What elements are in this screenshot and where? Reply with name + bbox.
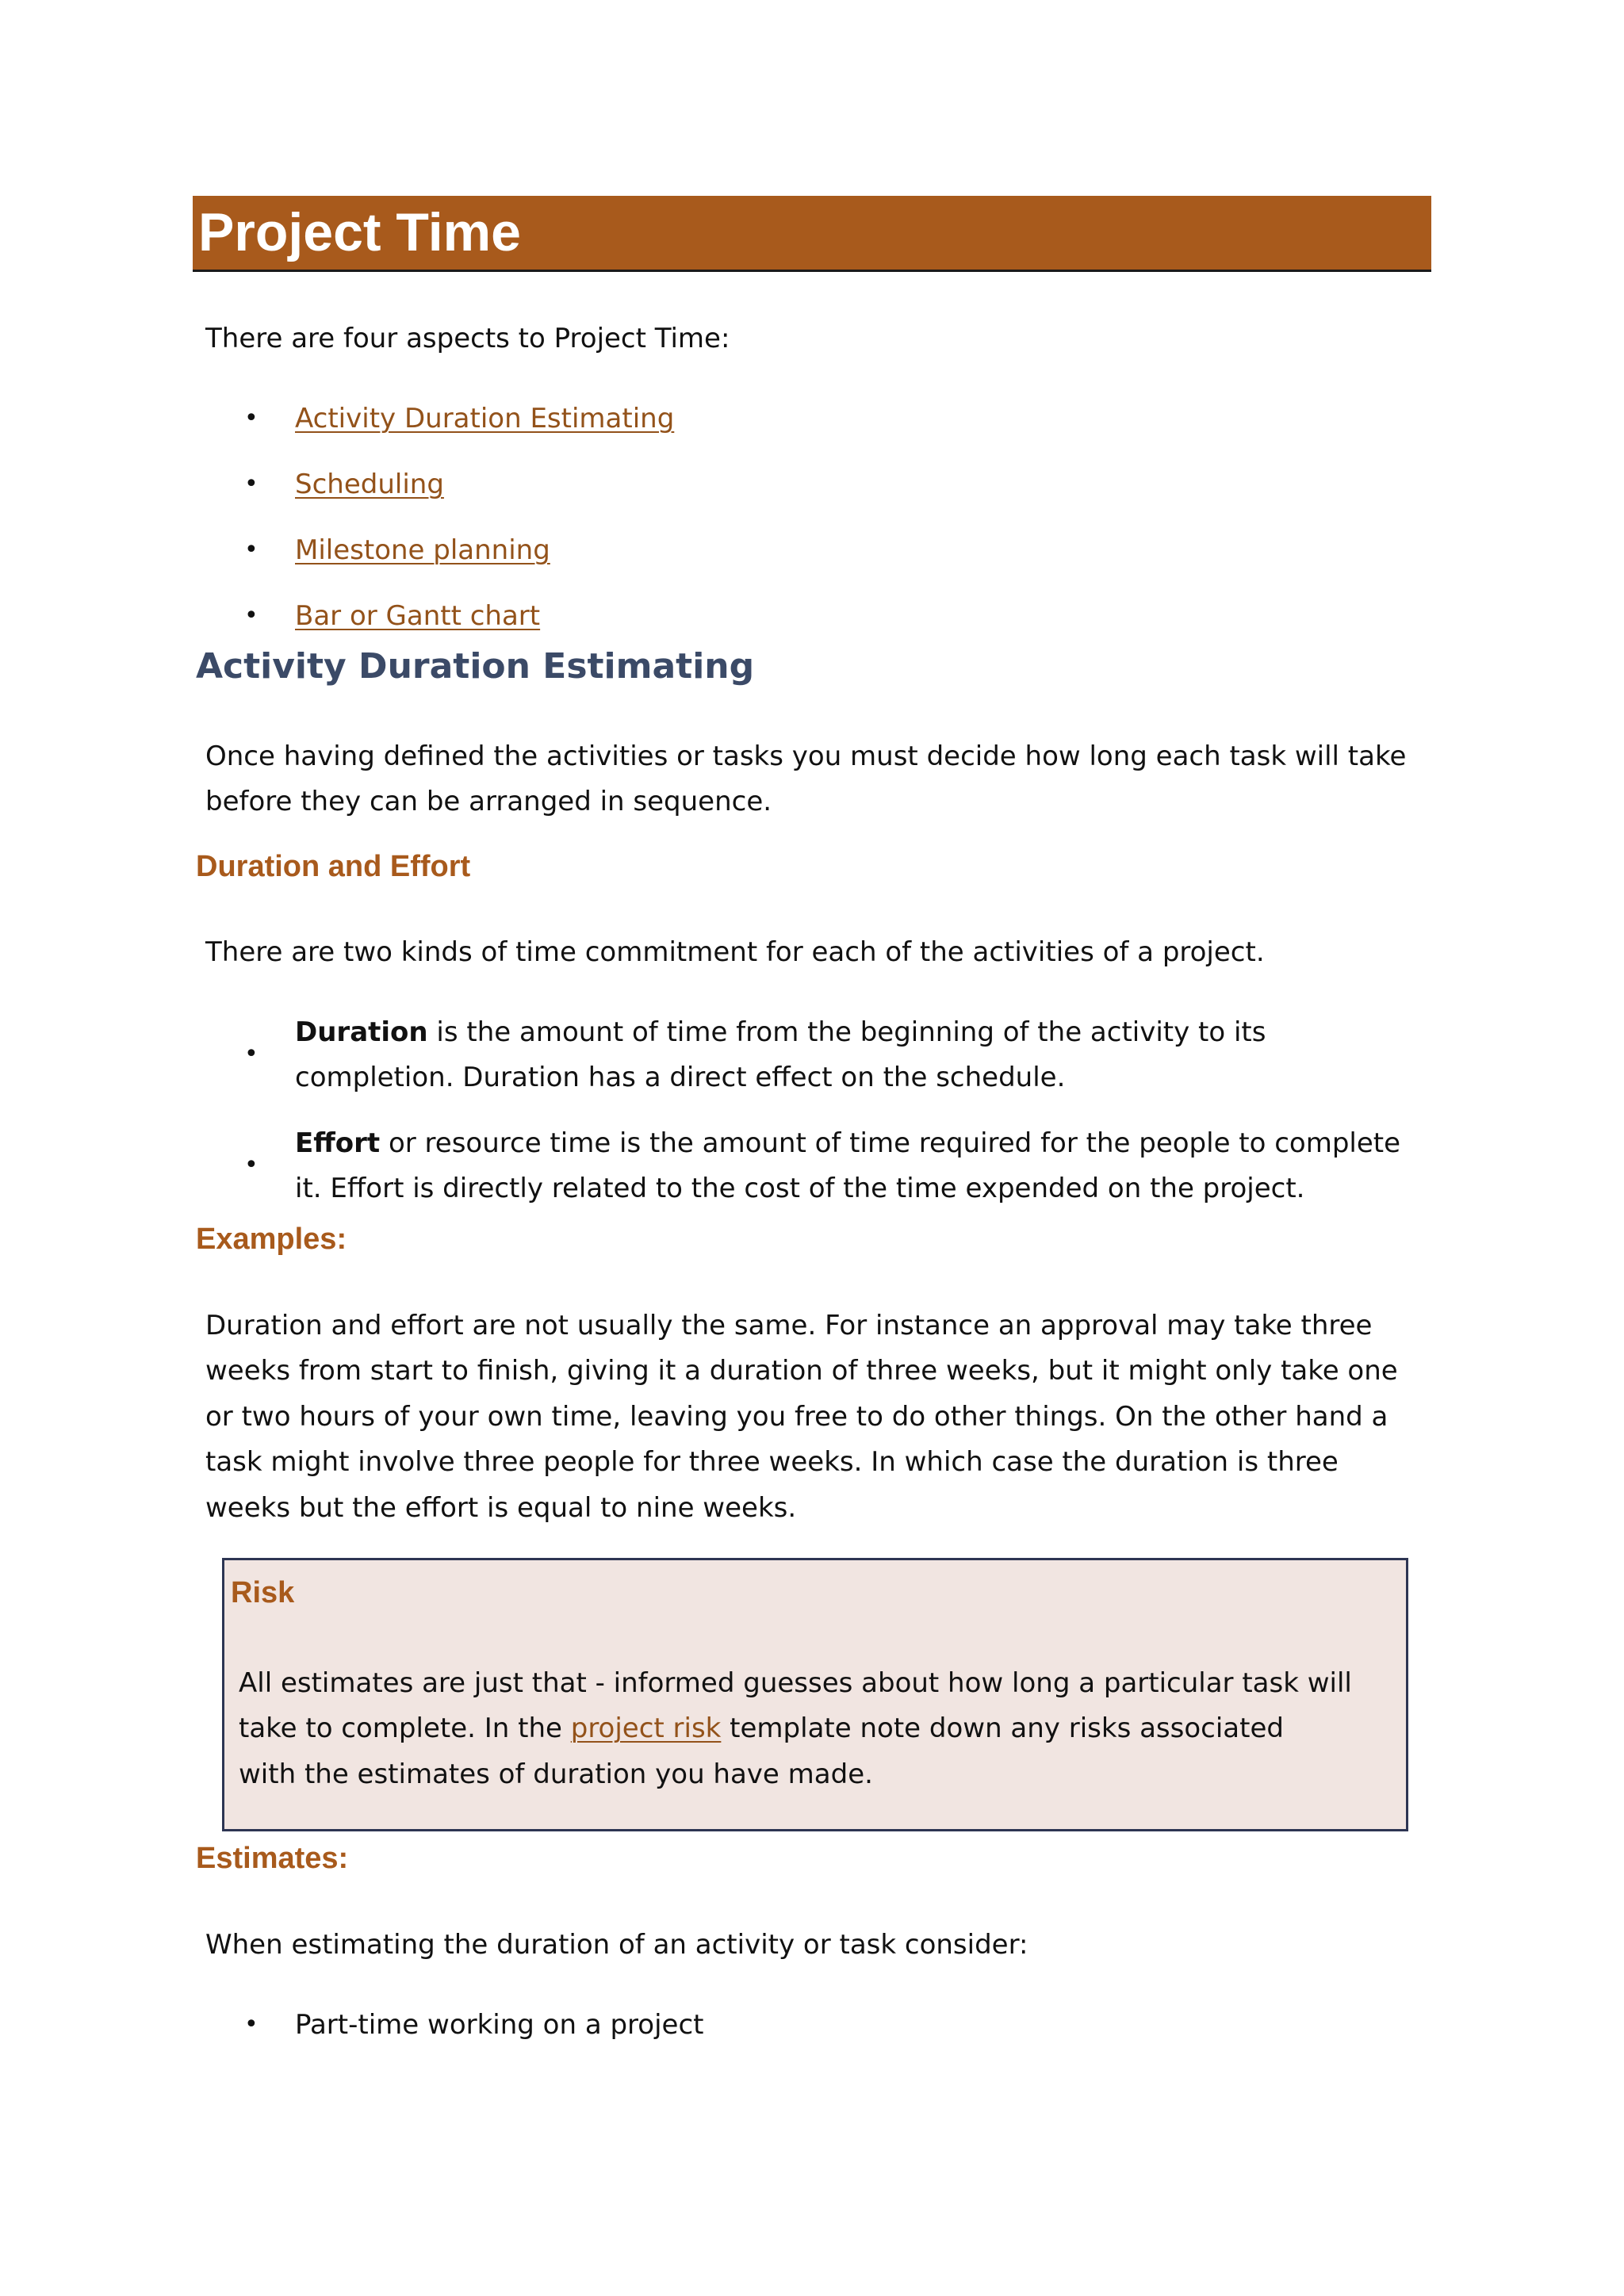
subheading-duration-and-effort: Duration and Effort (196, 850, 471, 883)
effort-definition-text: or resource time is the amount of time required for the people to complete (380, 1127, 1401, 1159)
intro-text: There are four aspects to Project Time: (205, 323, 730, 354)
examples-paragraph-line: or two hours of your own time, leaving you free to do other things. On the other hand a (205, 1401, 1388, 1433)
estimates-intro: When estimating the duration of an activity or task consider: (205, 1929, 1028, 1961)
examples-paragraph-line: weeks but the effort is equal to nine weeks. (205, 1492, 797, 1524)
risk-text-segment: template note down any risks associated (721, 1712, 1284, 1744)
duration-definition-line: completion. Duration has a direct effect on the schedule. (295, 1062, 1066, 1093)
risk-text-line: All estimates are just that - informed guesses about how long a particular task will (239, 1667, 1352, 1699)
risk-text-segment: take to complete. In the (239, 1712, 571, 1744)
subheading-examples: Examples: (196, 1223, 347, 1256)
bullet-icon: • (244, 404, 259, 432)
title-banner (193, 196, 1431, 272)
section1-paragraph-line: before they can be arranged in sequence. (205, 786, 772, 817)
link-milestone-planning[interactable]: Milestone planning (295, 534, 550, 566)
bullet-icon: • (244, 1040, 259, 1068)
risk-heading: Risk (231, 1576, 295, 1609)
duration-definition-text: is the amount of time from the beginning of the activity to its (427, 1016, 1266, 1048)
page-title: Project Time (198, 202, 521, 262)
examples-paragraph-line: weeks from start to finish, giving it a duration of three weeks, but it might only take one (205, 1355, 1398, 1387)
duration-effort-intro: There are two kinds of time commitment for each of the activities of a project. (205, 936, 1265, 968)
examples-paragraph-line: task might involve three people for three weeks. In which case the duration is three (205, 1446, 1339, 1478)
bullet-icon: • (244, 2011, 259, 2038)
estimates-list-item: Part-time working on a project (295, 2009, 704, 2041)
link-scheduling[interactable]: Scheduling (295, 469, 444, 500)
section-heading-activity-duration-estimating: Activity Duration Estimating (196, 646, 755, 687)
risk-text-line: with the estimates of duration you have made. (239, 1758, 873, 1790)
link-activity-duration-estimating[interactable]: Activity Duration Estimating (295, 403, 675, 434)
link-bar-or-gantt-chart[interactable]: Bar or Gantt chart (295, 600, 541, 632)
subheading-estimates: Estimates: (196, 1842, 349, 1875)
link-project-risk[interactable]: project risk (570, 1712, 722, 1744)
bullet-icon: • (244, 536, 259, 564)
duration-definition-line (295, 1009, 1266, 1055)
term-effort: Effort (295, 1127, 381, 1159)
effort-definition-line: it. Effort is directly related to the cost of the time expended on the project. (295, 1173, 1305, 1204)
examples-paragraph-line: Duration and effort are not usually the same. For instance an approval may take three (205, 1310, 1373, 1341)
risk-text-line (239, 1705, 1284, 1751)
bullet-icon: • (244, 602, 259, 629)
effort-definition-line (295, 1120, 1400, 1166)
bullet-icon: • (244, 470, 259, 498)
risk-callout-box (222, 1558, 1408, 1831)
term-duration: Duration (295, 1016, 428, 1048)
section1-paragraph-line: Once having defined the activities or tasks you must decide how long each task will take (205, 740, 1407, 772)
bullet-icon: • (244, 1151, 259, 1179)
